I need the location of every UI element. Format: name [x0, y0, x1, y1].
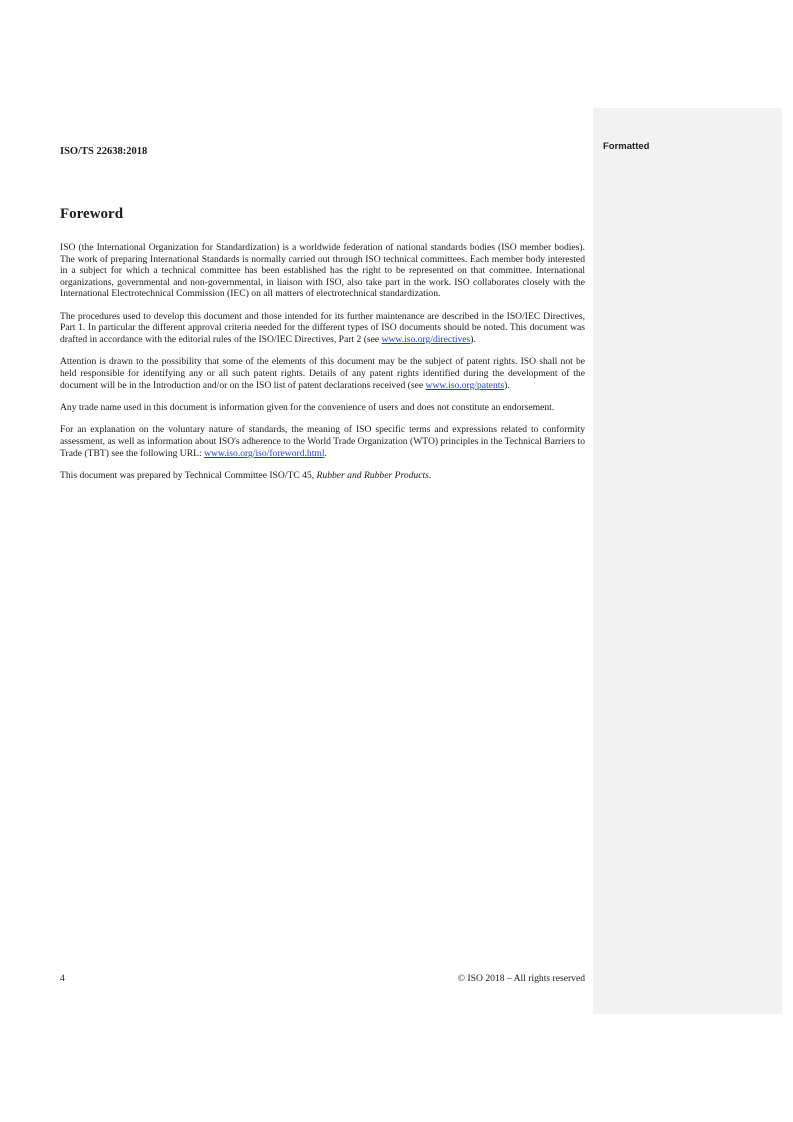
comment-pane	[593, 108, 782, 1014]
paragraph-4: Any trade name used in this document is information given for the convenience of users and does not constitute an endorsement.	[60, 401, 555, 413]
page-number: 4	[60, 973, 65, 984]
document-id-header: ISO/TS 22638:2018	[60, 146, 148, 157]
foreword-body	[60, 242, 585, 492]
committee-title: Rubber and Rubber Products	[316, 469, 429, 481]
foreword-link[interactable]: www.iso.org/iso/foreword.html	[204, 447, 325, 459]
paragraph-3: Attention is drawn to the possibility that some of the elements of this document may be the subject of patent rights. ISO shall not be held responsible for identifying any or all such patent rights. Details of any patent rights identified during the development of the document will be in the Introduction and/or on the ISO list of patent declarations received (see www.iso.org/patents).	[60, 356, 585, 391]
paragraph-1: ISO (the International Organization for Standardization) is a worldwide federation of national standards bodies (ISO member bodies). The work of preparing International Standards is normally carried out through ISO technical committees. Each member body interested in a subject for which a technical committee has been established has the right to be represented on that committee. International organizations, governmental and non-governmental, in liaison with ISO, also take part in the work. ISO collaborates closely with the International Electrotechnical Commission (IEC) on all matters of electrotechnical standardization.	[60, 242, 585, 300]
paragraph-2: The procedures used to develop this document and those intended for its further maintenance are described in the ISO/IEC Directives, Part 1. In particular the different approval criteria needed for the different types of ISO documents should be noted. This document was drafted in accordance with the editorial rules of the ISO/IEC Directives, Part 2 (see www.iso.org/directives).	[60, 310, 585, 345]
copyright-notice: © ISO 2018 – All rights reserved	[457, 973, 585, 984]
paragraph-6: This document was prepared by Technical Committee ISO/TC 45, Rubber and Rubber Products.	[60, 469, 432, 481]
comment-formatted-label[interactable]: Formatted	[603, 141, 650, 152]
patents-link[interactable]: www.iso.org/patents	[425, 379, 505, 391]
directives-link[interactable]: www.iso.org/directives	[381, 333, 471, 345]
section-title: Foreword	[60, 206, 124, 222]
paragraph-5: For an explanation on the voluntary nature of standards, the meaning of ISO specific terms and expressions related to conformity assessment, as well as information about ISO's adherence to the World Trade Organization (WTO) principles in the Technical Barriers to Trade (TBT) see the following URL: www.iso.org/iso/foreword.html.	[60, 424, 585, 459]
